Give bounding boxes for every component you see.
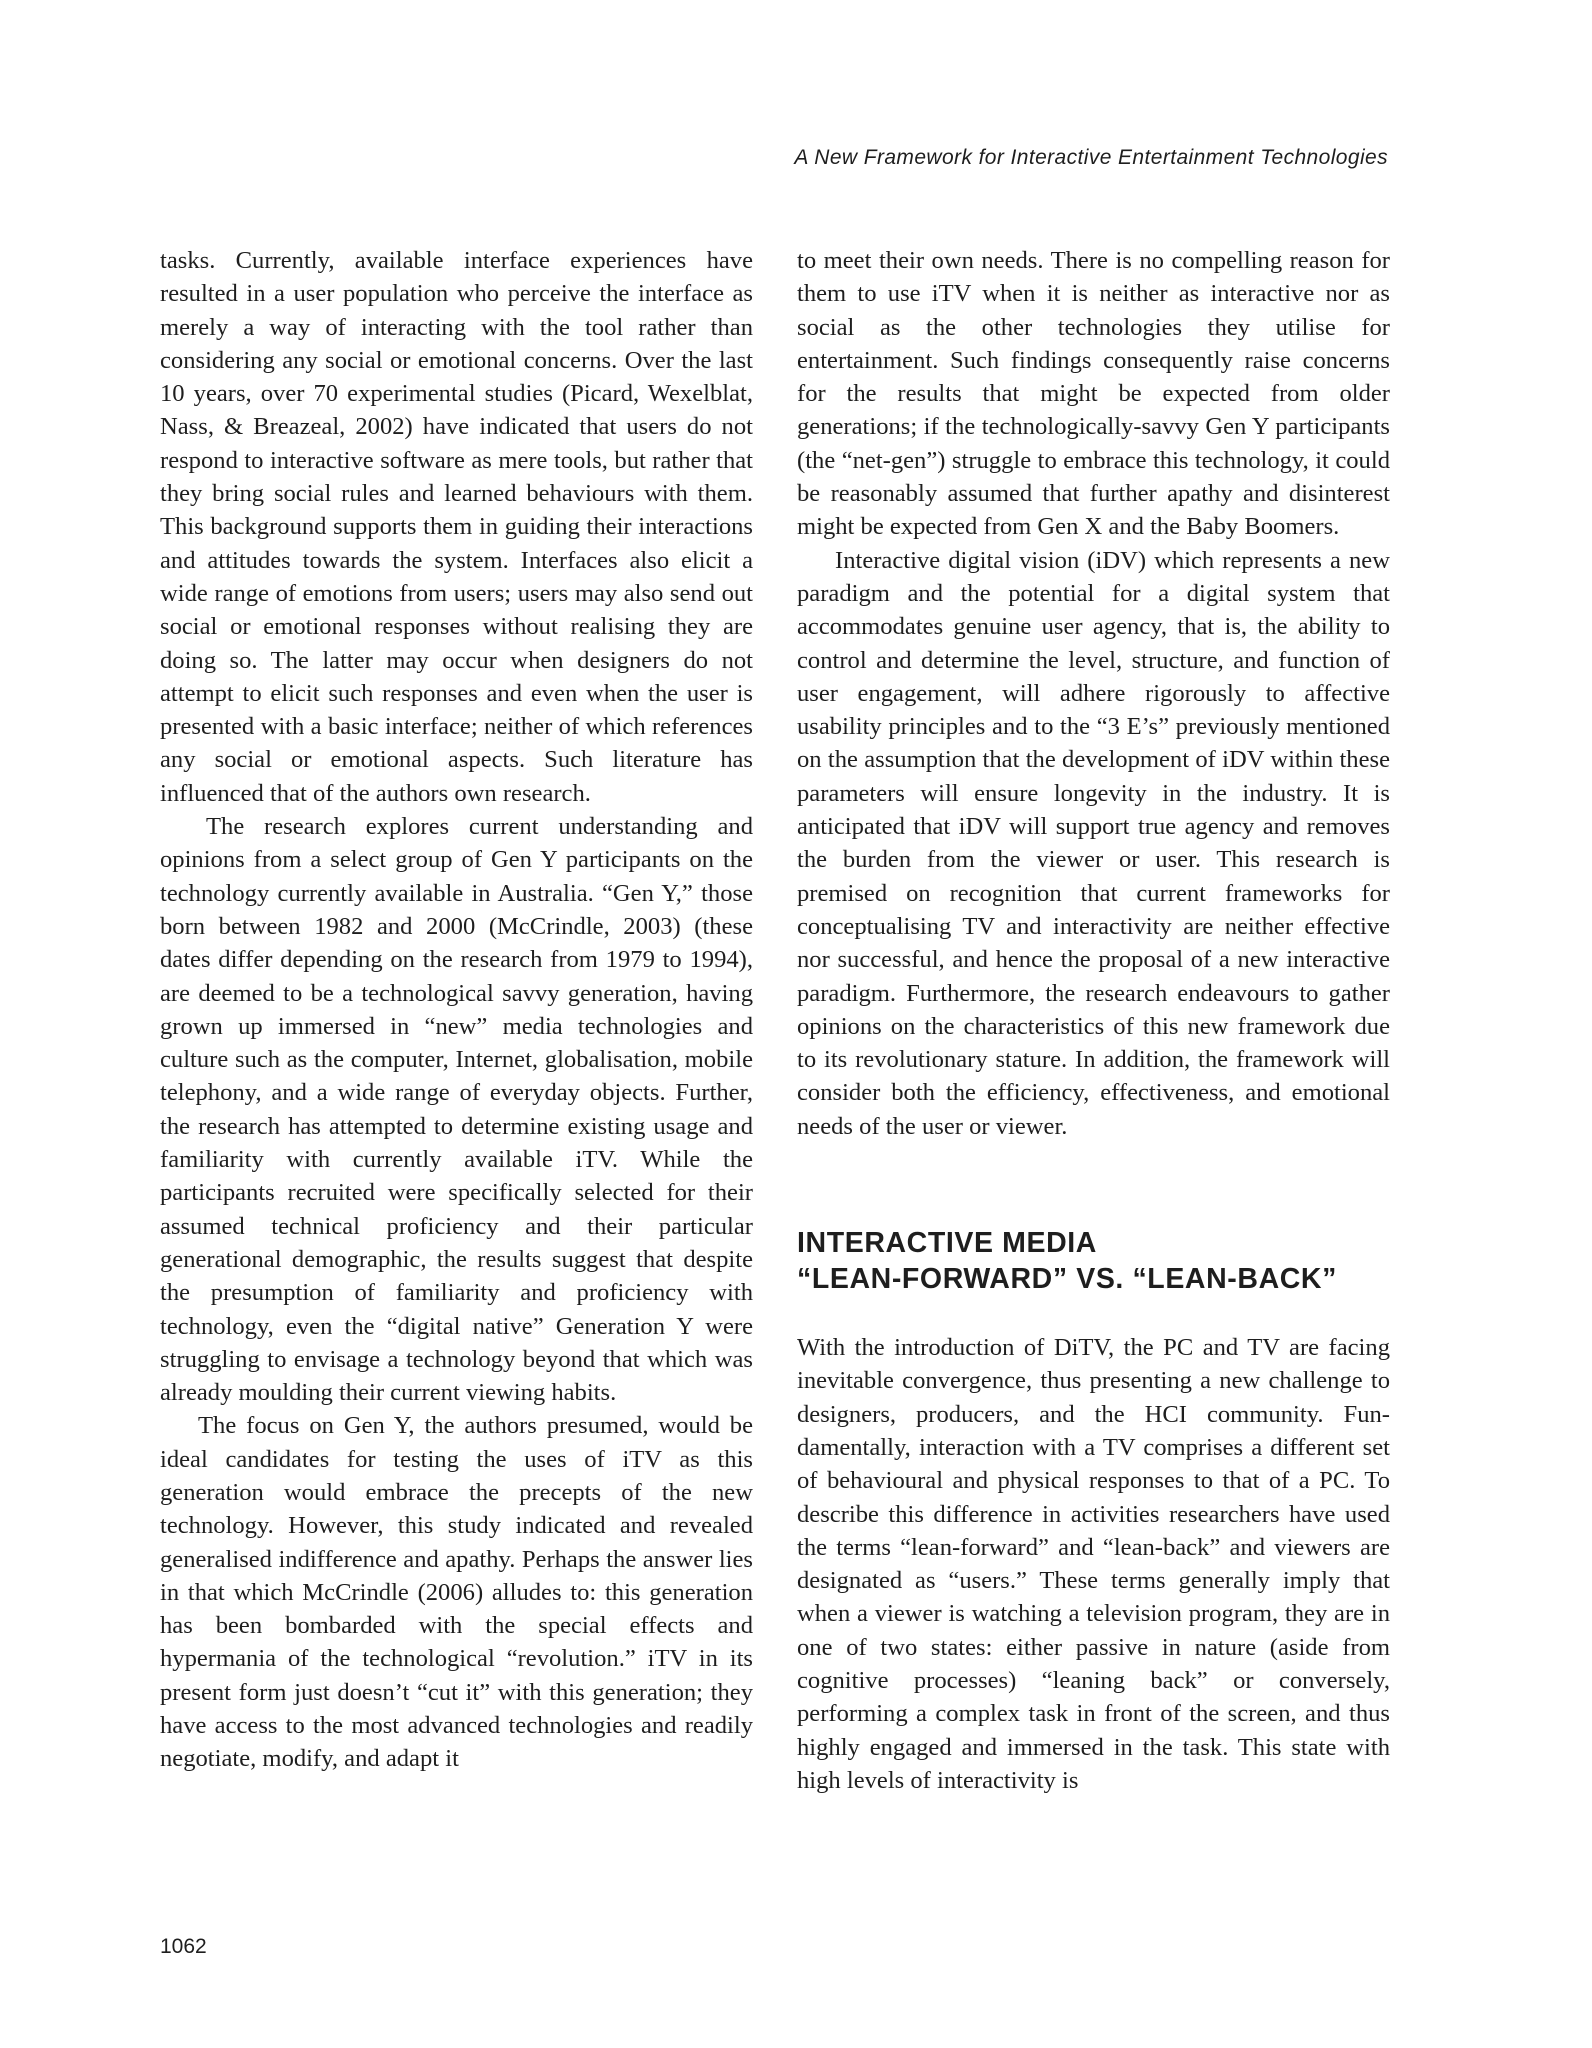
body-paragraph: With the introduction of DiTV, the PC and TV are facing inevitable convergence, thus presenting a new challenge to designers, producers, and the HCI community. Fundamentally, interaction with a TV comprises a different set of behavioural and physical responses to that of a PC. To describe this difference in activities researchers have used the terms “lean-forward” and “lean-back” and viewers are designated as “users.” These terms generally imply that when a viewer is watching a television program, they are in one of two states: either passive in nature (aside from cognitive processes) “leaning back” or conversely, performing a complex task in front of the screen, and thus highly engaged and immersed in the task. This state with high levels of interactivity is: [797, 1334, 1390, 1794]
left-column: [160, 244, 753, 1776]
body-paragraph: tasks. Currently, available interface experiences have resulted in a user population who perceive the interface as merely a way of interacting with the tool rather than considering any social or emotional concerns. Over the last 10 years, over 70 experimental studies (Picard, Wexelblat, Nass, & Breazeal, 2002) have indicated that users do not respond to interactive software as mere tools, but rather that they bring social rules and learned behaviours with them. This background supports them in guiding their interactions and attitudes towards the system. Interfaces also elicit a wide range of emotions from users; users may also send out social or emotional responses without realising they are doing so. The latter may occur when designers do not attempt to elicit such responses and even when the user is presented with a basic interface; neither of which references any social or emotional aspects. Such literature has influenced that of the authors own research.: [160, 247, 753, 807]
body-paragraph: The focus on Gen Y, the authors presumed, would be ideal candidates for testing the uses of iTV as this generation would embrace the precepts of the new technology. However, this study indicated and revealed generalised indifference and apathy. Perhaps the answer lies in that which McCrindle (2006) alludes to: this generation has been bombarded with the special effects and hypermania of the technological “revolution.” iTV in its present form just doesn’t “cut it” with this generation; they have access to the most advanced technologies and readily negotiate, modify, and adapt it: [160, 1412, 753, 1773]
body-paragraph: The research explores current understanding and opinions from a select group of Gen Y participants on the technology currently available in Australia. “Gen Y,” those born between 1982 and 2000 (McCrindle, 2003) (these dates differ depending on the research from 1979 to 1994), are deemed to be a technological savvy generation, having grown up immersed in “new” media technologies and culture such as the computer, Internet, globalisation, mobile telephony, and a wide range of everyday objects. Further, the research has attempted to determine existing usage and familiarity with currently available iTV. While the participants recruited were specifically selected for their assumed technical proficiency and their particular generational demographic, the results suggest that despite the presumption of familiarity and proficiency with technology, even the “digital native” Generation Y were struggling to envisage a technology beyond that which was already moulding their current viewing habits.: [160, 813, 753, 1407]
section-heading-line: INTERACTIVE MEDIA: [797, 1227, 1097, 1260]
running-title: A New Framework for Interactive Entertainment Technologies: [794, 146, 1388, 169]
body-paragraph: to meet their own needs. There is no compelling reason for them to use iTV when it is neither as interactive nor as social as the other technologies they utilise for entertainment. Such findings consequently raise concerns for the results that might be expected from older generations; if the technologically-savvy Gen Y participants (the “net-gen”) struggle to embrace this technology, it could be reasonably assumed that further apathy and disinterest might be expected from Gen X and the Baby Boomers.: [797, 247, 1390, 541]
page-number: 1062: [160, 1935, 207, 1958]
section-heading-line: “LEAN-FORWARD” VS. “LEAN-BACK”: [797, 1263, 1337, 1296]
body-paragraph: Interactive digital vision (iDV) which represents a new paradigm and the potential for a digital system that accommodates genuine user agency, that is, the ability to control and determine the level, structure, and function of user engagement, will adhere rigorously to affective usability principles and to the “3 E’s” previously mentioned on the assumption that the development of iDV within these parameters will ensure longevity in the industry. It is anticipated that iDV will support true agency and removes the burden from the viewer or user. This research is premised on recognition that current frameworks for conceptualising TV and interactivity are neither effective nor successful, and hence the proposal of a new interactive paradigm. Furthermore, the research endeavours to gather opinions on the characteristics of this new framework due to its revolutionary stature. In addition, the framework will consider both the efficiency, effectiveness, and emotional needs of the user or viewer.: [797, 546, 1390, 1140]
section-heading: [797, 1225, 1390, 1297]
right-column: [797, 244, 1390, 1797]
